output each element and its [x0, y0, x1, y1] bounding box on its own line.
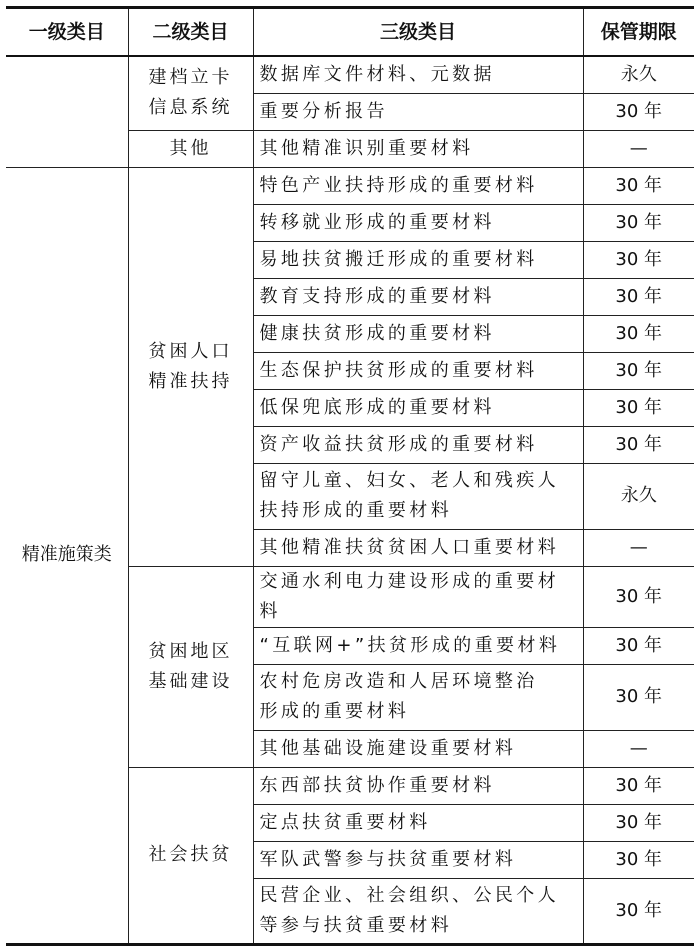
- level3-cell: 低保兜底形成的重要材料: [253, 389, 583, 426]
- header-level1: 一级类目: [6, 8, 128, 57]
- level3-cell: 农村危房改造和人居环境整治 形成的重要材料: [253, 664, 583, 730]
- header-retention: 保管期限: [583, 8, 694, 57]
- retention-cell: —: [583, 730, 694, 767]
- retention-cell: 30 年: [583, 278, 694, 315]
- level3-cell: 其他精准扶贫贫困人口重要材料: [253, 529, 583, 566]
- retention-cell: 30 年: [583, 627, 694, 664]
- retention-cell: 30 年: [583, 841, 694, 878]
- level2-cell: 社会扶贫: [128, 767, 253, 944]
- level3-cell: 资产收益扶贫形成的重要材料: [253, 426, 583, 463]
- retention-cell: 30 年: [583, 767, 694, 804]
- retention-table: [6, 6, 694, 946]
- level3-cell: “互联网+”扶贫形成的重要材料: [253, 627, 583, 664]
- level2-cell: 贫困人口 精准扶持: [128, 167, 253, 566]
- level3-cell: 民营企业、社会组织、公民个人 等参与扶贫重要材料: [253, 878, 583, 944]
- level3-cell: 健康扶贫形成的重要材料: [253, 315, 583, 352]
- retention-cell: 30 年: [583, 664, 694, 730]
- retention-cell: —: [583, 529, 694, 566]
- level3-cell: 易地扶贫搬迁形成的重要材料: [253, 241, 583, 278]
- retention-cell: 30 年: [583, 566, 694, 627]
- retention-cell: 30 年: [583, 352, 694, 389]
- retention-cell: 30 年: [583, 315, 694, 352]
- retention-cell: 永久: [583, 56, 694, 93]
- level2-cell: 建档立卡 信息系统: [128, 56, 253, 130]
- table-row: [6, 167, 694, 204]
- level3-cell: 东西部扶贫协作重要材料: [253, 767, 583, 804]
- retention-cell: 30 年: [583, 204, 694, 241]
- level3-cell: 数据库文件材料、元数据: [253, 56, 583, 93]
- level2-cell: 其他: [128, 130, 253, 167]
- retention-cell: 30 年: [583, 878, 694, 944]
- level3-cell: 特色产业扶持形成的重要材料: [253, 167, 583, 204]
- level3-cell: 军队武警参与扶贫重要材料: [253, 841, 583, 878]
- retention-cell: 30 年: [583, 426, 694, 463]
- level1-cell: [6, 56, 128, 167]
- retention-cell: 30 年: [583, 804, 694, 841]
- header-level2: 二级类目: [128, 8, 253, 57]
- retention-cell: —: [583, 130, 694, 167]
- level3-cell: 留守儿童、妇女、老人和残疾人 扶持形成的重要材料: [253, 463, 583, 529]
- level3-cell: 其他精准识别重要材料: [253, 130, 583, 167]
- level1-cell: 精准施策类: [6, 167, 128, 944]
- table-row: [6, 56, 694, 93]
- level3-cell: 其他基础设施建设重要材料: [253, 730, 583, 767]
- retention-cell: 30 年: [583, 389, 694, 426]
- retention-cell: 永久: [583, 463, 694, 529]
- header-row: [6, 8, 694, 57]
- level2-cell: 贫困地区 基础建设: [128, 566, 253, 767]
- retention-cell: 30 年: [583, 167, 694, 204]
- header-level3: 三级类目: [253, 8, 583, 57]
- level3-cell: 转移就业形成的重要材料: [253, 204, 583, 241]
- level3-cell: 生态保护扶贫形成的重要材料: [253, 352, 583, 389]
- level3-cell: 定点扶贫重要材料: [253, 804, 583, 841]
- level3-cell: 交通水利电力建设形成的重要材料: [253, 566, 583, 627]
- level3-cell: 重要分析报告: [253, 93, 583, 130]
- retention-cell: 30 年: [583, 241, 694, 278]
- level3-cell: 教育支持形成的重要材料: [253, 278, 583, 315]
- retention-cell: 30 年: [583, 93, 694, 130]
